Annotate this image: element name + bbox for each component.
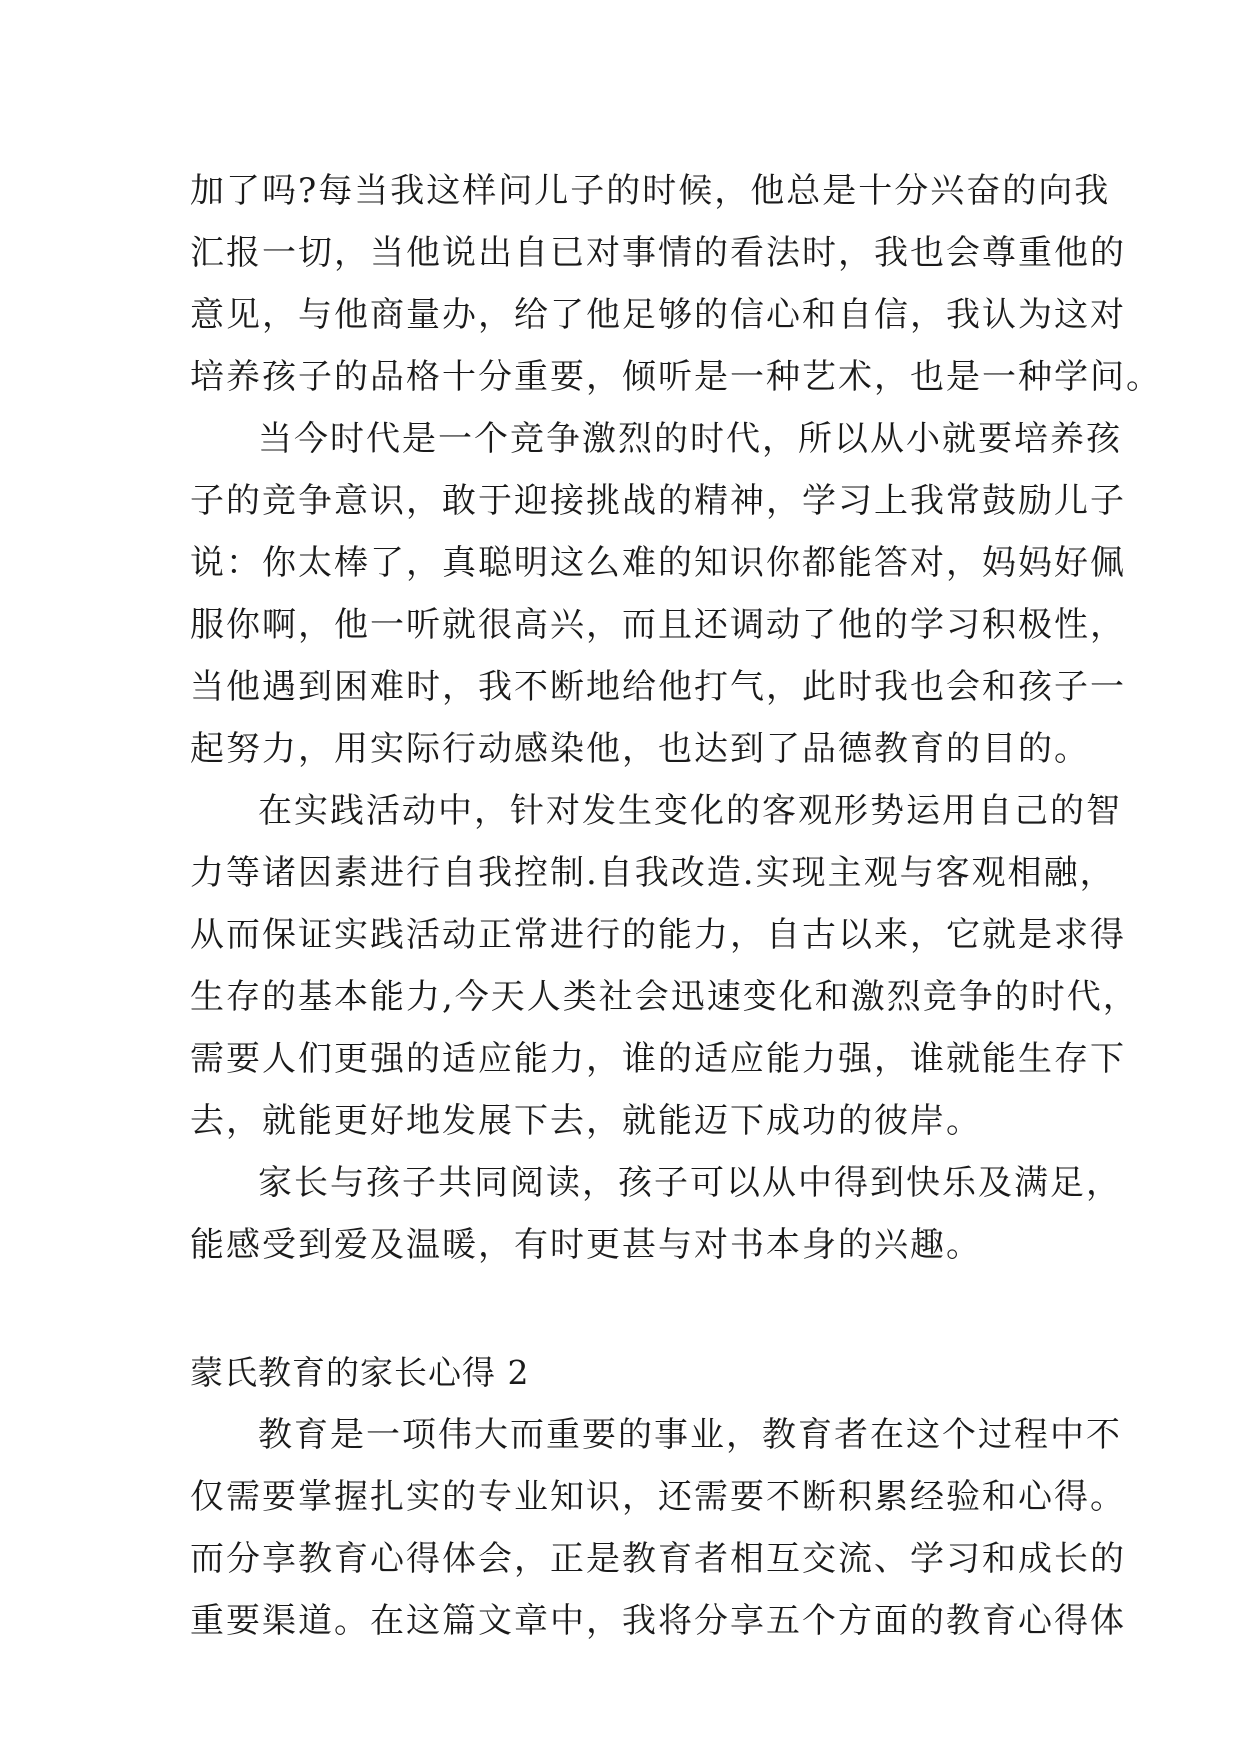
text-line: 起努力，用实际行动感染他，也达到了品德教育的目的。: [190, 729, 1090, 769]
text-line: 加了吗?每当我这样问儿子的时候，他总是十分兴奋的向我: [190, 171, 1111, 211]
text-line: 力等诸因素进行自我控制.自我改造.实现主观与客观相融，: [190, 853, 1116, 893]
paragraph-1: [190, 160, 1162, 408]
text-line: 重要渠道。在这篇文章中，我将分享五个方面的教育心得体: [190, 1601, 1126, 1641]
paragraph-2: [190, 408, 1126, 780]
document-page: [190, 160, 1162, 1652]
text-line: 需要人们更强的适应能力，谁的适应能力强，谁就能生存下: [190, 1039, 1126, 1079]
text-line: 当他遇到困难时，我不断地给他打气，此时我也会和孩子一: [190, 667, 1126, 707]
text-line: 从而保证实践活动正常进行的能力，自古以来，它就是求得: [190, 915, 1126, 955]
text-line: 意见，与他商量办，给了他足够的信心和自信，我认为这对: [190, 295, 1126, 335]
section-gap: [190, 1276, 1050, 1342]
text-line: 去，就能更好地发展下去，就能迈下成功的彼岸。: [190, 1101, 982, 1141]
text-line: 而分享教育心得体会，正是教育者相互交流、学习和成长的: [190, 1539, 1126, 1579]
text-line: 生存的基本能力,今天人类社会迅速变化和激烈竞争的时代，: [190, 977, 1139, 1017]
section-paragraph: [190, 1404, 1126, 1652]
text-line: 能感受到爱及温暖，有时更甚与对书本身的兴趣。: [190, 1225, 982, 1265]
text-line: 汇报一切，当他说出自已对事情的看法时，我也会尊重他的: [190, 233, 1126, 273]
paragraph-4: [190, 1152, 1122, 1276]
text-line: 教育是一项伟大而重要的事业，教育者在这个过程中不: [258, 1415, 1122, 1455]
text-line: 当今时代是一个竞争激烈的时代，所以从小就要培养孩: [258, 419, 1122, 459]
paragraph-3: [190, 780, 1139, 1152]
text-line: 家长与孩子共同阅读，孩子可以从中得到快乐及满足，: [258, 1163, 1122, 1203]
text-line: 说：你太棒了，真聪明这么难的知识你都能答对，妈妈好佩: [190, 543, 1126, 583]
text-line: 在实践活动中，针对发生变化的客观形势运用自己的智: [258, 791, 1122, 831]
text-line: 子的竞争意识，敢于迎接挑战的精神，学习上我常鼓励儿子: [190, 481, 1126, 521]
text-line: 服你啊，他一听就很高兴，而且还调动了他的学习积极性，: [190, 605, 1126, 645]
section-title: 蒙氏教育的家长心得 2: [190, 1353, 530, 1392]
text-line: 培养孩子的品格十分重要，倾听是一种艺术，也是一种学问。: [190, 357, 1162, 397]
text-line: 仅需要掌握扎实的专业知识，还需要不断积累经验和心得。: [190, 1477, 1126, 1517]
